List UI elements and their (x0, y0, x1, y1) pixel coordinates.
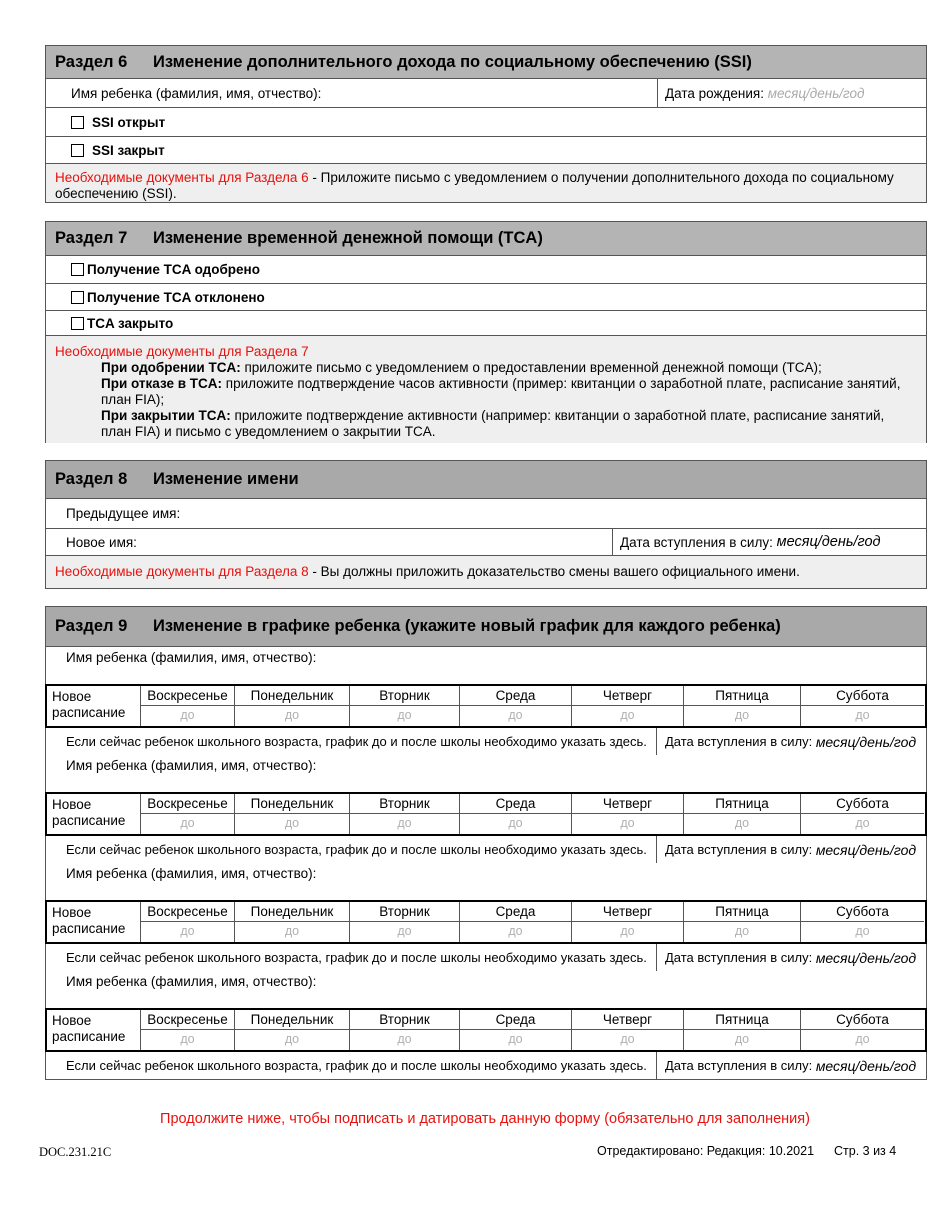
schedule-time-field[interactable]: до (141, 922, 235, 942)
page-number: Стр. 3 из 4 (834, 1144, 897, 1158)
section-6-header (46, 46, 926, 79)
section-8-docs-heading: Необходимые документы для Раздела 8 (55, 564, 309, 579)
schedule-time-field[interactable]: до (460, 814, 572, 834)
day-header: Суббота (801, 686, 924, 706)
day-header: Четверг (572, 686, 684, 706)
school-note-text: Если сейчас ребенок школьного возраста, график до и после школы необходимо указать здесь. (66, 734, 647, 749)
schedule-time-field[interactable]: до (572, 922, 684, 942)
section-8-header (46, 461, 926, 499)
day-header: Среда (460, 1010, 572, 1030)
day-header: Среда (460, 902, 572, 922)
day-header: Среда (460, 686, 572, 706)
day-header: Вторник (350, 794, 460, 814)
child-name-field[interactable] (46, 971, 926, 1008)
day-header: Воскресенье (141, 1010, 235, 1030)
section-6-docs-heading: Необходимые документы для Раздела 6 (55, 170, 309, 185)
schedule-time-field[interactable]: до (572, 1030, 684, 1050)
school-note (46, 728, 657, 755)
schedule-time-field[interactable]: до (684, 814, 801, 834)
day-header: Суббота (801, 902, 924, 922)
schedule-time-field[interactable]: до (350, 1030, 460, 1050)
schedule-effective-date-label: Дата вступления в силу: (665, 734, 813, 749)
section-7 (45, 221, 927, 443)
schedule-time-field[interactable]: до (235, 1030, 350, 1050)
section-8-number: Раздел 8 (55, 470, 128, 488)
schedule-time-field[interactable]: до (350, 706, 460, 726)
schedule-time-field[interactable]: до (350, 814, 460, 834)
schedule-time-field[interactable]: до (855, 1032, 870, 1046)
school-note (46, 944, 657, 971)
doc-id: DOC.231.21C (39, 1145, 112, 1159)
tca-approved-label: Получение TCA одобрено (87, 262, 260, 277)
day-header: Воскресенье (141, 902, 235, 922)
schedule-table (45, 792, 927, 836)
section-8-docs (46, 556, 926, 588)
section-6-number: Раздел 6 (55, 52, 128, 71)
child-name-field[interactable] (46, 863, 926, 900)
schedule-time-field[interactable]: до (141, 706, 235, 726)
revision-label (597, 1144, 814, 1158)
ssi-dob-field[interactable] (658, 79, 926, 107)
day-header: Вторник (350, 1010, 460, 1030)
school-note (46, 1052, 657, 1079)
schedule-time-field[interactable]: до (235, 922, 350, 942)
tca-approved-docs-text: приложите письмо с уведомлением о предоставлении временной денежной помощи (TCA); (240, 360, 822, 375)
ssi-child-name-label: Имя ребенка (фамилия, имя, отчество): (71, 85, 322, 101)
previous-name-field[interactable] (46, 499, 926, 529)
schedule-table (45, 1008, 927, 1052)
new-schedule-label: Новое расписание (47, 1010, 141, 1050)
section-9-number: Раздел 9 (55, 617, 128, 635)
ssi-dob-placeholder: месяц/день/год (767, 85, 865, 101)
day-header: Понедельник (235, 1010, 350, 1030)
tca-approved-checkbox[interactable] (71, 263, 84, 276)
revision-text: Отредактировано: Редакция: 10.2021 (597, 1144, 815, 1158)
day-header: Пятница (684, 1010, 801, 1030)
school-note-text: Если сейчас ребенок школьного возраста, график до и после школы необходимо указать здесь. (66, 1058, 647, 1073)
child-name-label: Имя ребенка (фамилия, имя, отчество): (66, 866, 317, 881)
ssi-closed-checkbox[interactable] (71, 144, 84, 157)
day-header: Четверг (572, 794, 684, 814)
ssi-opened-checkbox[interactable] (71, 116, 84, 129)
tca-approved-docs (55, 360, 918, 376)
tca-closed-docs (55, 408, 918, 440)
section-7-header (46, 222, 926, 256)
new-name-field[interactable] (46, 529, 613, 555)
ssi-child-name-field[interactable] (46, 79, 658, 107)
schedule-table (45, 900, 927, 944)
schedule-time-field[interactable]: до (855, 708, 870, 722)
day-header: Суббота (801, 1010, 924, 1030)
day-header: Понедельник (235, 794, 350, 814)
new-schedule-label: Новое расписание (47, 794, 141, 834)
schedule-time-field[interactable]: до (460, 1030, 572, 1050)
new-schedule-label: Новое расписание (47, 902, 141, 942)
schedule-time-field[interactable]: до (235, 814, 350, 834)
schedule-effective-date-label: Дата вступления в силу: (665, 950, 813, 965)
schedule-time-field[interactable]: до (572, 706, 684, 726)
schedule-effective-date-field[interactable] (657, 1052, 926, 1079)
tca-closed-docs-text: приложите подтверждение активности (например: квитанции о заработной плате, расписание занятий, план FIA) и письмо с уведомлением о закрытии TCA. (101, 408, 885, 439)
day-header: Пятница (684, 794, 801, 814)
schedule-effective-date-label: Дата вступления в силу: (665, 842, 813, 857)
section-8-docs-text: - Вы должны приложить доказательство смены вашего официального имени. (308, 564, 800, 579)
tca-closed-checkbox[interactable] (71, 317, 84, 330)
section-9 (45, 606, 927, 1080)
schedule-effective-date-field[interactable] (657, 836, 926, 863)
schedule-effective-date-label: Дата вступления в силу: (665, 1058, 813, 1073)
new-name-label: Новое имя: (66, 534, 137, 550)
name-effective-date-field[interactable] (613, 529, 926, 555)
day-header: Четверг (572, 902, 684, 922)
section-8-title: Изменение имени (153, 470, 299, 488)
schedule-effective-date-field[interactable] (657, 728, 926, 755)
school-note (46, 836, 657, 863)
day-header: Пятница (684, 902, 801, 922)
day-header: Вторник (350, 902, 460, 922)
day-header: Вторник (350, 686, 460, 706)
ssi-closed-label: SSI закрыт (92, 142, 165, 158)
schedule-time-field[interactable]: до (684, 706, 801, 726)
child-name-field[interactable] (46, 647, 926, 684)
schedule-time-field[interactable]: до (684, 922, 801, 942)
tca-denied-checkbox[interactable] (71, 291, 84, 304)
section-7-number: Раздел 7 (55, 229, 128, 247)
section-7-docs (46, 336, 926, 443)
section-8 (45, 460, 927, 589)
schedule-time-field[interactable]: до (572, 814, 684, 834)
child-name-label: Имя ребенка (фамилия, имя, отчество): (66, 758, 317, 773)
schedule-table (45, 684, 927, 728)
day-header: Суббота (801, 794, 924, 814)
name-effective-date-value: месяц/день/год (776, 534, 881, 550)
child-name-label: Имя ребенка (фамилия, имя, отчество): (66, 650, 317, 665)
schedule-time-field[interactable]: до (855, 924, 870, 938)
section-9-title: Изменение в графике ребенка (укажите новый график для каждого ребенка) (153, 617, 781, 635)
section-6-docs-text: - Приложите письмо с уведомлением о получении дополнительного дохода по социальному обеспечению (SSI). (55, 170, 894, 201)
section-7-title: Изменение временной денежной помощи (TCA) (153, 229, 543, 247)
section-6 (45, 45, 927, 203)
tca-denied-docs-label: При отказе в TCA: (101, 376, 223, 391)
day-header: Понедельник (235, 686, 350, 706)
tca-denied-docs-text: приложите подтверждение часов активности (пример: квитанции о заработной плате, расписание занятий, план FIA); (101, 376, 901, 407)
ssi-opened-label: SSI открыт (92, 114, 166, 130)
day-header: Четверг (572, 1010, 684, 1030)
schedule-time-field[interactable]: до (141, 814, 235, 834)
tca-approved-docs-label: При одобрении TCA: (101, 360, 241, 375)
tca-closed-label: TCA закрыто (87, 315, 174, 331)
tca-closed-docs-label: При закрытии TCA: (101, 408, 231, 423)
schedule-effective-date-value: месяц/день/год (815, 949, 917, 966)
schedule-effective-date-value: месяц/день/год (815, 1057, 917, 1074)
day-header: Воскресенье (141, 794, 235, 814)
school-note-text: Если сейчас ребенок школьного возраста, график до и после школы необходимо указать здесь. (66, 950, 647, 965)
tca-denied-docs (55, 376, 918, 408)
continue-note: Продолжите ниже, чтобы подписать и датировать данную форму (обязательно для заполнения) (160, 1111, 810, 1127)
school-note-text: Если сейчас ребенок школьного возраста, график до и после школы необходимо указать здесь. (66, 842, 647, 857)
ssi-dob-label: Дата рождения: (665, 85, 764, 101)
day-header: Воскресенье (141, 686, 235, 706)
day-header: Понедельник (235, 902, 350, 922)
schedule-effective-date-field[interactable] (657, 944, 926, 971)
schedule-time-field[interactable]: до (684, 1030, 801, 1050)
new-schedule-label: Новое расписание (47, 686, 141, 726)
schedule-time-field[interactable]: до (350, 922, 460, 942)
section-7-docs-heading: Необходимые документы для Раздела 7 (55, 344, 309, 359)
schedule-effective-date-value: месяц/день/год (815, 841, 917, 858)
section-6-title: Изменение дополнительного дохода по социальному обеспечению (SSI) (153, 52, 752, 71)
section-9-header (46, 607, 926, 647)
child-name-label: Имя ребенка (фамилия, имя, отчество): (66, 974, 317, 989)
tca-denied-label: Получение TCA отклонено (87, 289, 265, 305)
schedule-time-field[interactable]: до (855, 816, 870, 830)
schedule-effective-date-value: месяц/день/год (815, 733, 917, 750)
schedule-time-field[interactable]: до (141, 1030, 235, 1050)
previous-name-label: Предыдущее имя: (66, 506, 181, 521)
name-effective-date-label: Дата вступления в силу: (620, 534, 773, 550)
schedule-time-field[interactable]: до (460, 706, 572, 726)
section-6-docs (46, 164, 926, 202)
schedule-time-field[interactable]: до (460, 922, 572, 942)
day-header: Пятница (684, 686, 801, 706)
day-header: Среда (460, 794, 572, 814)
child-name-field[interactable] (46, 755, 926, 792)
schedule-time-field[interactable]: до (235, 706, 350, 726)
